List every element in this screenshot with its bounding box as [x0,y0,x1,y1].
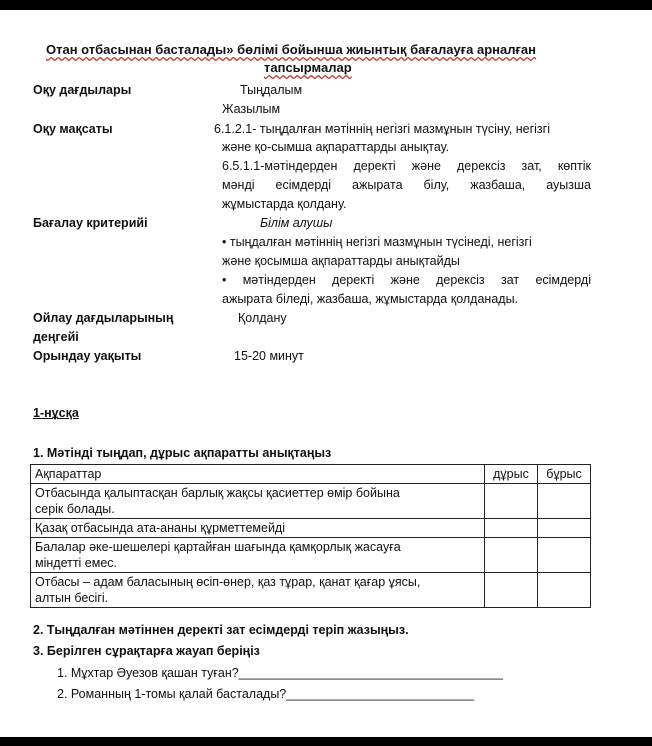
skills-value-2: Жазылым [222,102,281,116]
objective-1-line-1: 6.1.2.1- тыңдалған мәтіннің негізгі мазмұнын түсіну, негізгі [214,122,550,136]
skills-label: Оқу дағдылары [33,83,132,97]
criteria-label: Бағалау критерийі [33,216,148,230]
statement-cell [31,484,485,519]
statement-cell [31,573,485,608]
header-incorrect: бұрыс [538,465,591,484]
incorrect-checkbox-cell[interactable] [538,484,591,519]
table-row [31,573,591,608]
objective-2-line-1: 6.5.1.1-мәтіндерден деректі және дерексіз зат, көптік [222,159,591,173]
task2-title: 2. Тыңдалған мәтіннен деректі зат есімдерді теріп жазыңыз. [33,623,409,637]
time-label: Орындау уақыты [33,349,142,363]
correct-checkbox-cell[interactable] [485,519,538,538]
title-line-2 [264,60,352,76]
statement-cell [31,519,485,538]
criteria-2-line-2: ажырата біледі, жазбаша, жұмыстарда қолданады. [222,292,519,306]
title-line-1 [46,42,536,58]
thinking-label-2: деңгейі [33,330,79,344]
table-row [31,538,591,573]
statement-line: міндетті емес. [35,556,118,570]
title-text-1: Отан отбасынан басталады» бөлімі бойынша жиынтық бағалауға арналған [46,42,536,57]
criteria-1-line-1: • тыңдалған мәтіннің негізгі мазмұнын түсінеді, негізгі [222,235,532,249]
statement-line: серік болады. [35,502,115,516]
objective-1-line-2: және қо-сымша ақпараттарды анықтау. [222,140,450,154]
incorrect-checkbox-cell[interactable] [538,538,591,573]
criteria-heading: Білім алушы [260,216,333,230]
objective-2-line-3: жұмыстарда қолдану. [222,197,347,211]
header-info: Ақпараттар [31,465,485,484]
task1-title: 1. Мәтінді тыңдап, дұрыс ақпаратты анықтаңыз [33,446,332,460]
correct-checkbox-cell[interactable] [485,538,538,573]
variant-heading: 1-нұсқа [33,406,79,420]
table-header-row [31,465,591,484]
correct-checkbox-cell[interactable] [485,484,538,519]
header-correct: дұрыс [485,465,538,484]
title-text-2: тапсырмалар [264,60,352,75]
criteria-1-line-2: және қосымша ақпараттарды анықтайды [222,254,460,268]
statement-line: Балалар әке-шешелері қартайған шағында қамқорлық жасауға [35,540,401,554]
time-value: 15-20 минут [234,349,304,363]
correct-checkbox-cell[interactable] [485,573,538,608]
worksheet-page [0,10,652,737]
task3-title: 3. Берілген сұрақтарға жауап беріңіз [33,644,260,658]
skills-value-1: Тыңдалым [240,83,303,97]
incorrect-checkbox-cell[interactable] [538,519,591,538]
table-row [31,484,591,519]
thinking-value: Қолдану [238,311,287,325]
incorrect-checkbox-cell[interactable] [538,573,591,608]
question-2[interactable]: 2. Романның 1-томы қалай басталады?___________________________ [57,687,474,701]
statement-line: Отбасында қалыптасқан барлық жақсы қасиеттер өмір бойына [35,486,400,500]
task1-table [30,464,591,608]
table-row [31,519,591,538]
statement-line: Отбасы – адам баласының өсіп-өнер, қаз тұрар, қанат қағар ұясы, [35,575,421,589]
criteria-2-line-1: • мәтіндерден деректі және дерексіз зат есімдерді [222,273,591,287]
statement-cell [31,538,485,573]
statement-line: Қазақ отбасында ата-ананы құрметтемейді [35,521,286,535]
thinking-label-1: Ойлау дағдыларының [33,311,174,325]
question-1[interactable]: 1. Мұхтар Әуезов қашан туған?______________________________________ [57,666,503,680]
objective-label: Оқу мақсаты [33,122,113,136]
statement-line: алтын бесігі. [35,591,109,605]
objective-2-line-2: мәнді есімдерді ажырата білу, жазбаша, ауызша [222,178,591,192]
